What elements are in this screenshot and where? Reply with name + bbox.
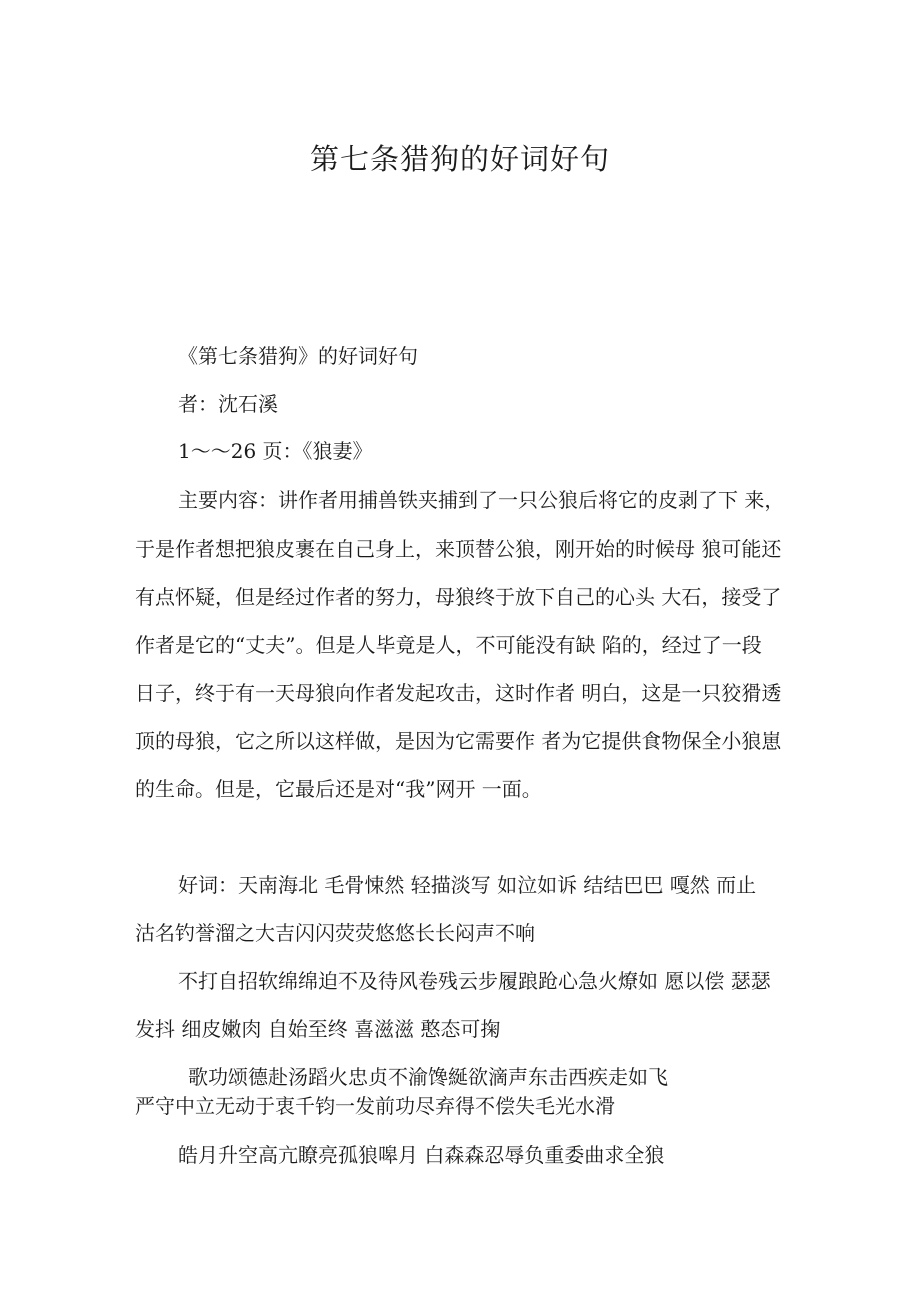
subtitle: 《第七条猎狗》的好词好句 bbox=[178, 344, 418, 368]
summary-line: 顶的母狼，它之所以这样做，是因为它需要作 者为它提供食物保全小狼崽 bbox=[135, 729, 782, 753]
good-words-line: 沽名钓誉溜之大吉闪闪荧荧悠悠长长闷声不响 bbox=[135, 921, 535, 945]
summary-line: 有点怀疑，但是经过作者的努力，母狼终于放下自己的心头 大石，接受了 bbox=[135, 585, 782, 609]
good-words-line: 皓月升空高亢瞭亮孤狼嗥月 白森森忍辱负重委曲求全狼 bbox=[178, 1143, 665, 1167]
author-line: 者：沈石溪 bbox=[178, 392, 278, 416]
good-words-line: 发抖 细皮嫩肉 自始至终 喜滋滋 憨态可掬 bbox=[135, 1017, 501, 1041]
page-title: 第七条猎狗的好词好句 bbox=[309, 142, 610, 176]
good-words-line: 歌功颂德赴汤蹈火忠贞不渝馋綖欲滴声东击西疾走如飞 bbox=[188, 1065, 668, 1089]
good-words-line: 好词：天南海北 毛骨悚然 轻描淡写 如泣如诉 结结巴巴 嘎然 而止 bbox=[178, 873, 757, 897]
summary-line: 日子，终于有一天母狼向作者发起攻击，这时作者 明白，这是一只狡猾透 bbox=[135, 681, 782, 705]
summary-line: 作者是它的“丈夫”。但是人毕竟是人，不可能没有缺 陷的，经过了一段 bbox=[135, 633, 762, 657]
summary-line: 于是作者想把狼皮裹在自己身上，来顶替公狼，刚开始的时候母 狼可能还 bbox=[135, 537, 782, 561]
summary-line: 主要内容：讲作者用捕兽铁夹捕到了一只公狼后将它的皮剥了下 来， bbox=[178, 488, 785, 512]
good-words-line: 不打自招软绵绵迫不及待风卷残云步履踉跄心急火燎如 愿以偿 瑟瑟 bbox=[178, 969, 771, 993]
good-words-line: 严守中立无动于衷千钧一发前功尽弃得不偿失毛光水滑 bbox=[135, 1094, 615, 1118]
summary-line: 的生命。但是，它最后还是对“我”网开 一面。 bbox=[135, 777, 542, 801]
pages-line: 1～～26 页：《狼妻》 bbox=[178, 439, 373, 463]
